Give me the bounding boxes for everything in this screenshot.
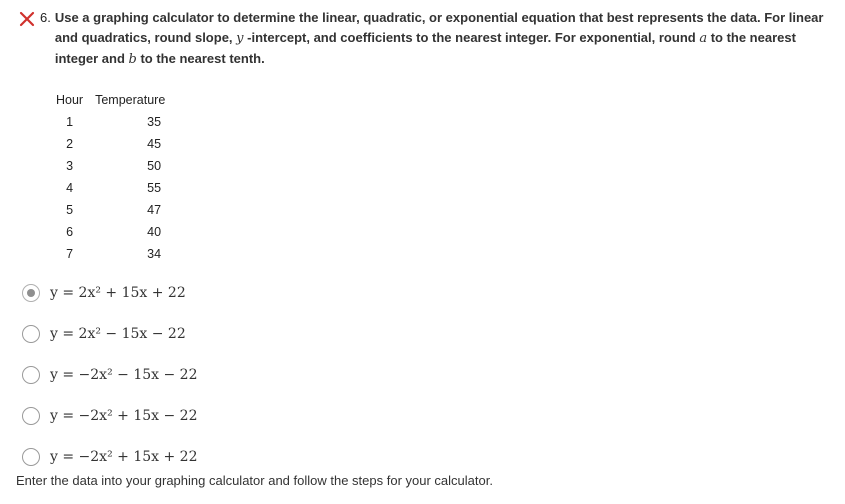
cell-temperature: 50 bbox=[147, 159, 162, 173]
question-header bbox=[18, 8, 833, 70]
table-row bbox=[50, 155, 209, 177]
answer-option-3[interactable] bbox=[22, 361, 197, 389]
table-row bbox=[50, 133, 209, 155]
question-number: 6. bbox=[40, 10, 51, 25]
cell-hour: 7 bbox=[66, 247, 74, 261]
radio-button[interactable] bbox=[22, 407, 40, 425]
cell-hour: 4 bbox=[66, 181, 74, 195]
header-temperature: Temperature bbox=[95, 93, 166, 107]
header-hour: Hour bbox=[56, 93, 84, 107]
table-row bbox=[50, 243, 209, 265]
question-block bbox=[18, 8, 833, 70]
question-text-part4: to the nearest tenth. bbox=[136, 51, 265, 66]
variable-y: y bbox=[236, 31, 244, 46]
x-mark-icon bbox=[18, 10, 36, 28]
cell-hour: 5 bbox=[66, 203, 74, 217]
question-text-part3: to the nearest integer and bbox=[54, 30, 796, 66]
table-row bbox=[50, 199, 209, 221]
radio-button[interactable] bbox=[22, 284, 40, 302]
cell-temperature: 45 bbox=[147, 137, 162, 151]
table-header-row bbox=[50, 93, 209, 111]
table-row bbox=[50, 111, 209, 133]
variable-a: a bbox=[699, 31, 708, 46]
question-text bbox=[55, 8, 833, 70]
cell-hour: 6 bbox=[66, 225, 74, 239]
option-label: y = 2x² − 15x − 22 bbox=[50, 326, 186, 342]
answer-option-2[interactable] bbox=[22, 320, 197, 348]
cell-hour: 2 bbox=[66, 137, 74, 151]
option-label: y = 2x² + 15x + 22 bbox=[50, 285, 186, 301]
table-row bbox=[50, 177, 209, 199]
data-table bbox=[50, 93, 209, 265]
table-row bbox=[50, 221, 209, 243]
answer-option-5[interactable] bbox=[22, 443, 197, 471]
cell-temperature: 35 bbox=[147, 115, 162, 129]
radio-button[interactable] bbox=[22, 366, 40, 384]
option-label: y = −2x² + 15x − 22 bbox=[50, 408, 198, 424]
hint-text: Enter the data into your graphing calculator and follow the steps for your calculator. bbox=[16, 473, 493, 488]
question-text-part2: -intercept, and coefficients to the nearest integer. For exponential, round bbox=[243, 30, 700, 45]
cell-temperature: 40 bbox=[147, 225, 162, 239]
cell-temperature: 34 bbox=[147, 247, 162, 261]
cell-temperature: 55 bbox=[147, 181, 162, 195]
variable-b: b bbox=[128, 52, 137, 67]
option-label: y = −2x² − 15x − 22 bbox=[50, 367, 198, 383]
cell-temperature: 47 bbox=[147, 203, 162, 217]
radio-dot bbox=[27, 289, 35, 297]
radio-button[interactable] bbox=[22, 325, 40, 343]
radio-button[interactable] bbox=[22, 448, 40, 466]
answer-options bbox=[22, 279, 197, 484]
answer-option-4[interactable] bbox=[22, 402, 197, 430]
cell-hour: 3 bbox=[66, 159, 74, 173]
answer-option-1[interactable] bbox=[22, 279, 197, 307]
question-text-part1: Use a graphing calculator to determine the linear, quadratic, or exponential equation that best represents the data. For linear and quadratics, round slope, bbox=[54, 10, 824, 45]
option-label: y = −2x² + 15x + 22 bbox=[50, 449, 198, 465]
cell-hour: 1 bbox=[66, 115, 74, 129]
